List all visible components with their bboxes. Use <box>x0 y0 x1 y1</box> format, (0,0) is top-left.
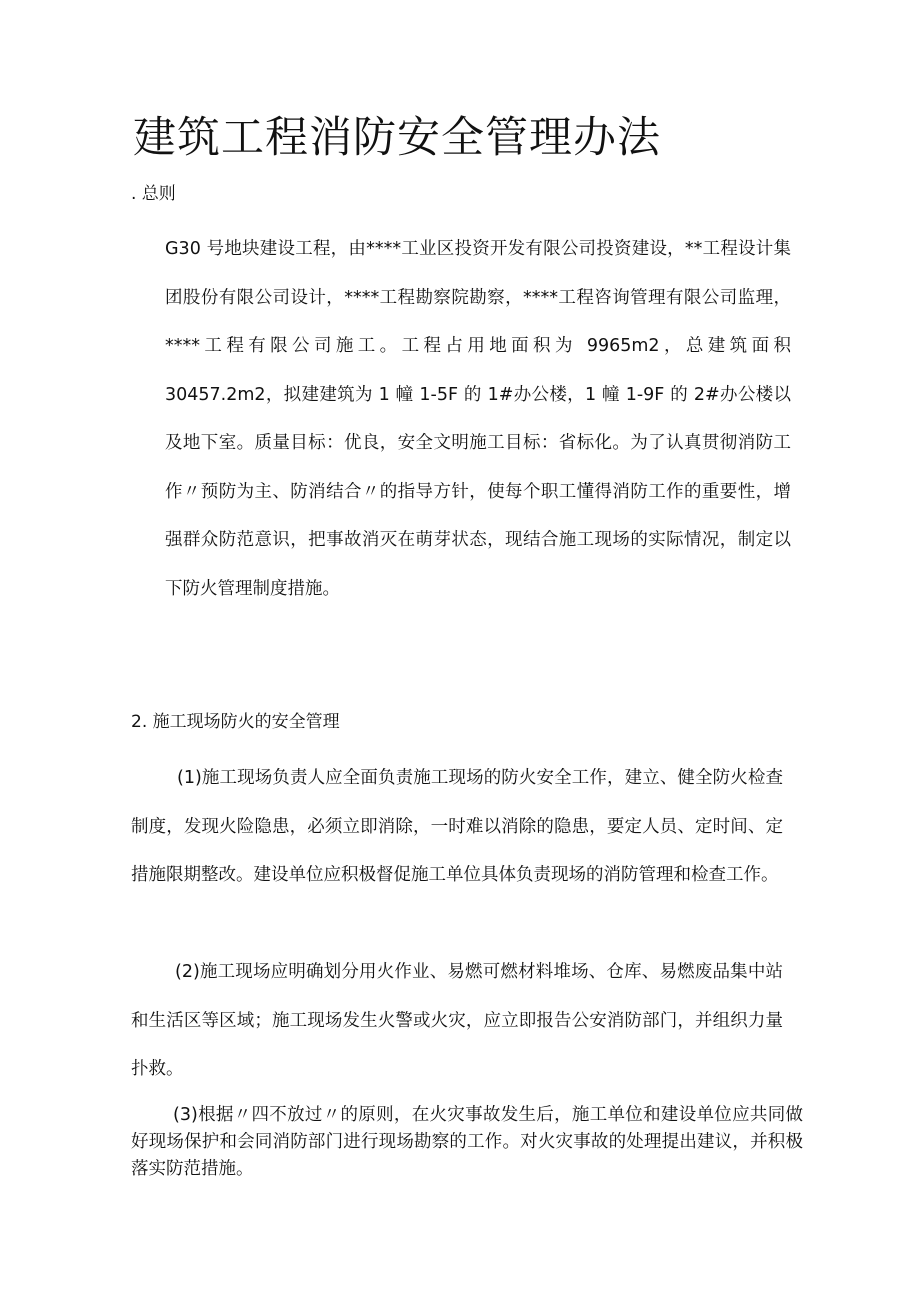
fire-safety-item-2-text: (2)施工现场应明确划分用火作业、易燃可燃材料堆场、仓库、易燃废品集中站和生活区等区域；施工现场发生火警或火灾，应立即报告公安消防部门，并组织力量扑救。 <box>131 962 783 1079</box>
general-paragraph: G30 号地块建设工程，由****工业区投资开发有限公司投资建设，**工程设计集团股份有限公司设计，****工程勘察院勘察，****工程咨询管理有限公司监理，****工程有限公司施工。工程占用地面积为 9965m2，总建筑面积 30457.2m2，拟建建筑为 1 幢 1-5F 的 1#办公楼，1 幢 1-9F 的 2#办公楼以及地下室。质量目标：优良，安全文明施工目标：省标化。为了认真贯彻消防工作〃预防为主、防消结合〃的指导方针，使每个职工懂得消防工作的重要性，增强群众防范意识，把事故消灭在萌芽状态，现结合施工现场的实际情况，制定以下防火管理制度措施。 <box>165 239 791 599</box>
fire-safety-item-1-text: (1)施工现场负责人应全面负责施工现场的防火安全工作，建立、健全防火检查制度，发现火险隐患，必须立即消除，一时难以消除的隐患，要定人员、定时间、定措施限期整改。建设单位应积极督促施工单位具体负责现场的消防管理和检查工作。 <box>131 768 783 885</box>
fire-safety-item-3-text: (3)根据〃四不放过〃的原则，在火灾事故发生后，施工单位和建设单位应共同做好现场保护和会同消防部门进行现场勘察的工作。对火灾事故的处理提出建议，并积极落实防范措施。 <box>131 1105 803 1179</box>
fire-safety-item-2 <box>131 948 783 1094</box>
fire-safety-item-1 <box>131 754 783 900</box>
section-heading-fire-safety: 2. 施工现场防火的安全管理 <box>131 712 340 732</box>
document-title: 建筑工程消防安全管理办法 <box>133 113 661 163</box>
fire-safety-item-3 <box>131 1102 803 1183</box>
section-heading-general: . 总则 <box>131 184 176 204</box>
